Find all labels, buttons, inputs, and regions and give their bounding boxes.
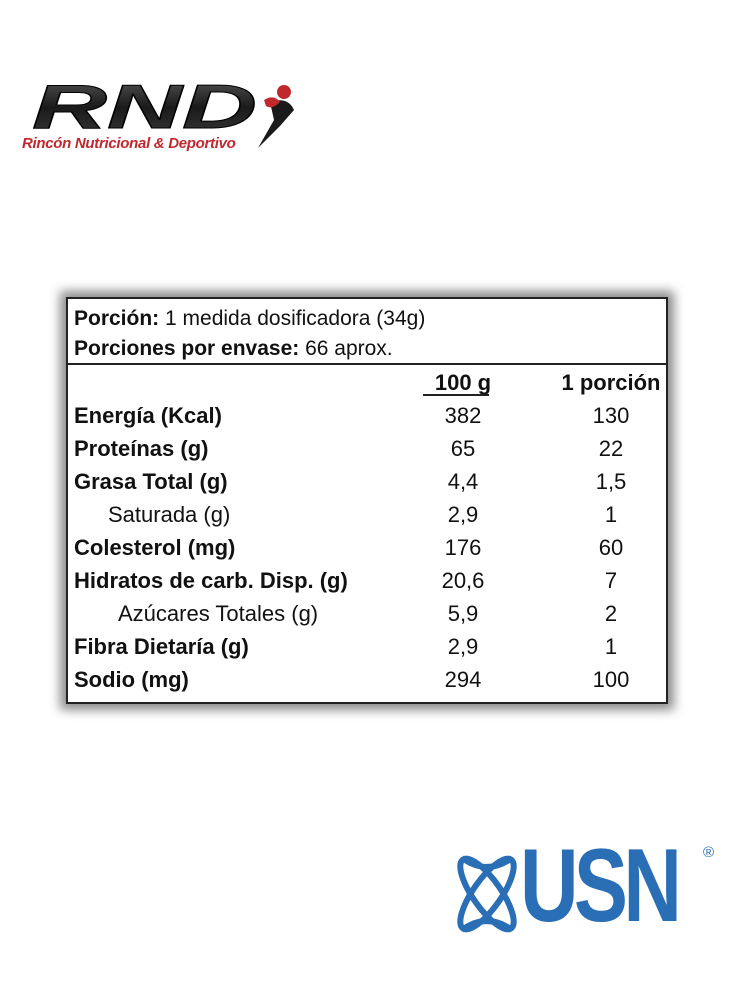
rnd-logo [18, 80, 308, 160]
row-value-portion: 22 [598, 436, 624, 461]
row-value-portion: 100 [592, 667, 630, 692]
column-underline-100g [423, 394, 489, 396]
rnd-tagline: Rincón Nutricional & Deportivo [22, 135, 236, 152]
row-value-100g: 20,6 [441, 568, 485, 593]
table-row [68, 601, 666, 633]
servings-line [74, 337, 393, 361]
table-row [68, 667, 666, 699]
row-value-portion: 60 [598, 535, 624, 560]
row-value-100g: 2,9 [447, 634, 479, 659]
row-value-portion: 2 [604, 601, 618, 626]
usn-wordmark: USN [520, 828, 678, 944]
row-label: Proteínas (g) [74, 436, 209, 461]
table-row [68, 634, 666, 666]
header-divider [68, 363, 666, 365]
usn-atom-icon [454, 846, 520, 942]
rnd-figure-body [258, 100, 294, 148]
row-value-portion: 1,5 [595, 469, 627, 494]
row-label: Energía (Kcal) [74, 403, 222, 428]
row-label: Grasa Total (g) [74, 469, 228, 494]
row-label: Sodio (mg) [74, 667, 189, 692]
usn-logo [454, 828, 716, 946]
row-label: Saturada (g) [108, 502, 231, 527]
row-value-100g: 176 [444, 535, 482, 560]
row-label: Hidratos de carb. Disp. (g) [74, 568, 348, 593]
rnd-figure-head [277, 85, 291, 99]
row-label: Azúcares Totales (g) [118, 601, 319, 626]
table-row [68, 436, 666, 468]
column-header-portion: 1 porción [561, 370, 661, 395]
registered-mark: ® [702, 844, 714, 861]
table-row [68, 403, 666, 435]
servings-value: 66 aprox. [299, 337, 393, 360]
servings-label: Porciones por envase: [74, 337, 300, 360]
row-value-portion: 1 [604, 634, 618, 659]
table-row [68, 535, 666, 567]
row-value-100g: 2,9 [447, 502, 479, 527]
portion-label: Porción: [74, 307, 160, 330]
column-header-100g: 100 g [434, 370, 492, 395]
row-label: Fibra Dietaría (g) [74, 634, 249, 659]
nutrition-table [66, 297, 668, 704]
row-value-100g: 4,4 [447, 469, 479, 494]
row-value-100g: 65 [450, 436, 476, 461]
table-row [68, 568, 666, 600]
row-label: Colesterol (mg) [74, 535, 236, 560]
table-row [68, 502, 666, 534]
row-value-100g: 294 [444, 667, 482, 692]
row-value-100g: 5,9 [447, 601, 479, 626]
portion-line [74, 307, 425, 331]
row-value-portion: 7 [604, 568, 618, 593]
row-value-100g: 382 [444, 403, 482, 428]
row-value-portion: 1 [604, 502, 618, 527]
portion-value: 1 medida dosificadora (34g) [159, 307, 426, 330]
row-value-portion: 130 [592, 403, 630, 428]
rnd-letters: RND [32, 80, 257, 142]
table-row [68, 469, 666, 501]
column-header-row [68, 370, 666, 402]
